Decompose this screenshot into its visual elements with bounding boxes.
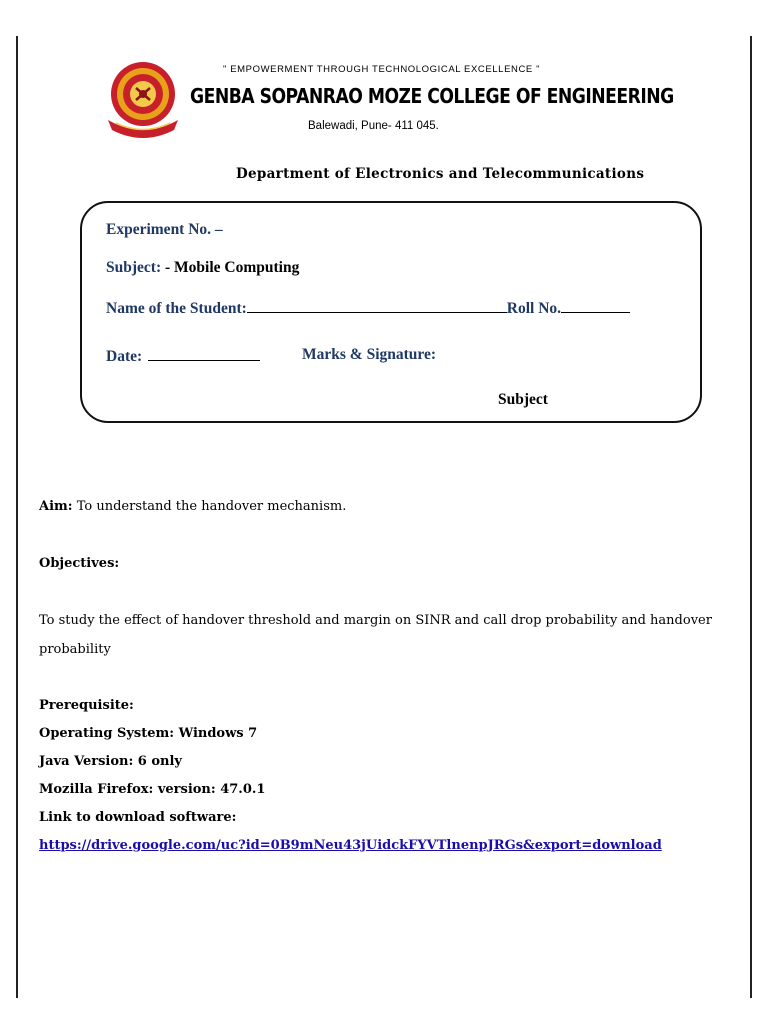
date-line[interactable] xyxy=(148,346,260,361)
objective-text-line2: probability xyxy=(39,642,111,657)
date-label: Date: xyxy=(106,348,143,365)
student-name-line[interactable] xyxy=(247,298,507,313)
subject-label: Subject: xyxy=(106,259,162,276)
page-border-right xyxy=(750,36,752,998)
subject-footer-label: Subject xyxy=(498,391,548,408)
date-row xyxy=(106,346,260,366)
objective-text-line1: To study the effect of handover threshold and margin on SINR and call drop probability and handover xyxy=(39,613,712,628)
aim-label: Aim: xyxy=(39,499,73,514)
subject-value: - Mobile Computing xyxy=(161,259,300,276)
java-version-requirement: Java Version: 6 only xyxy=(39,754,182,769)
aim-text: To understand the handover mechanism. xyxy=(76,499,347,514)
operating-system-requirement: Operating System: Windows 7 xyxy=(39,726,258,741)
college-name: GENBA SOPANRAO MOZE COLLEGE OF ENGINEERING xyxy=(190,84,674,108)
download-link-label: Link to download software: xyxy=(39,810,237,825)
objectives-label: Objectives: xyxy=(39,556,120,571)
roll-number-line[interactable] xyxy=(561,298,630,313)
aim-row xyxy=(39,499,346,514)
student-name-label: Name of the Student: xyxy=(106,300,247,317)
student-row xyxy=(106,298,630,318)
firefox-version-requirement: Mozilla Firefox: version: 47.0.1 xyxy=(39,782,266,797)
prerequisite-label: Prerequisite: xyxy=(39,698,134,713)
college-logo-icon xyxy=(102,60,184,138)
roll-number-label: Roll No. xyxy=(506,300,562,317)
experiment-number-label: Experiment No. – xyxy=(106,221,223,238)
marks-signature-label: Marks & Signature: xyxy=(302,346,437,363)
page-border-left xyxy=(16,36,18,998)
department-title: Department of Electronics and Telecommunications xyxy=(236,166,645,182)
download-link[interactable]: https://drive.google.com/uc?id=0B9mNeu43jUidckFYVTlnenpJRGs&export=download xyxy=(39,838,662,853)
college-address: Balewadi, Pune- 411 045. xyxy=(308,120,439,132)
college-motto: " EMPOWERMENT THROUGH TECHNOLOGICAL EXCELLENCE " xyxy=(223,64,541,75)
subject-row xyxy=(106,259,299,277)
